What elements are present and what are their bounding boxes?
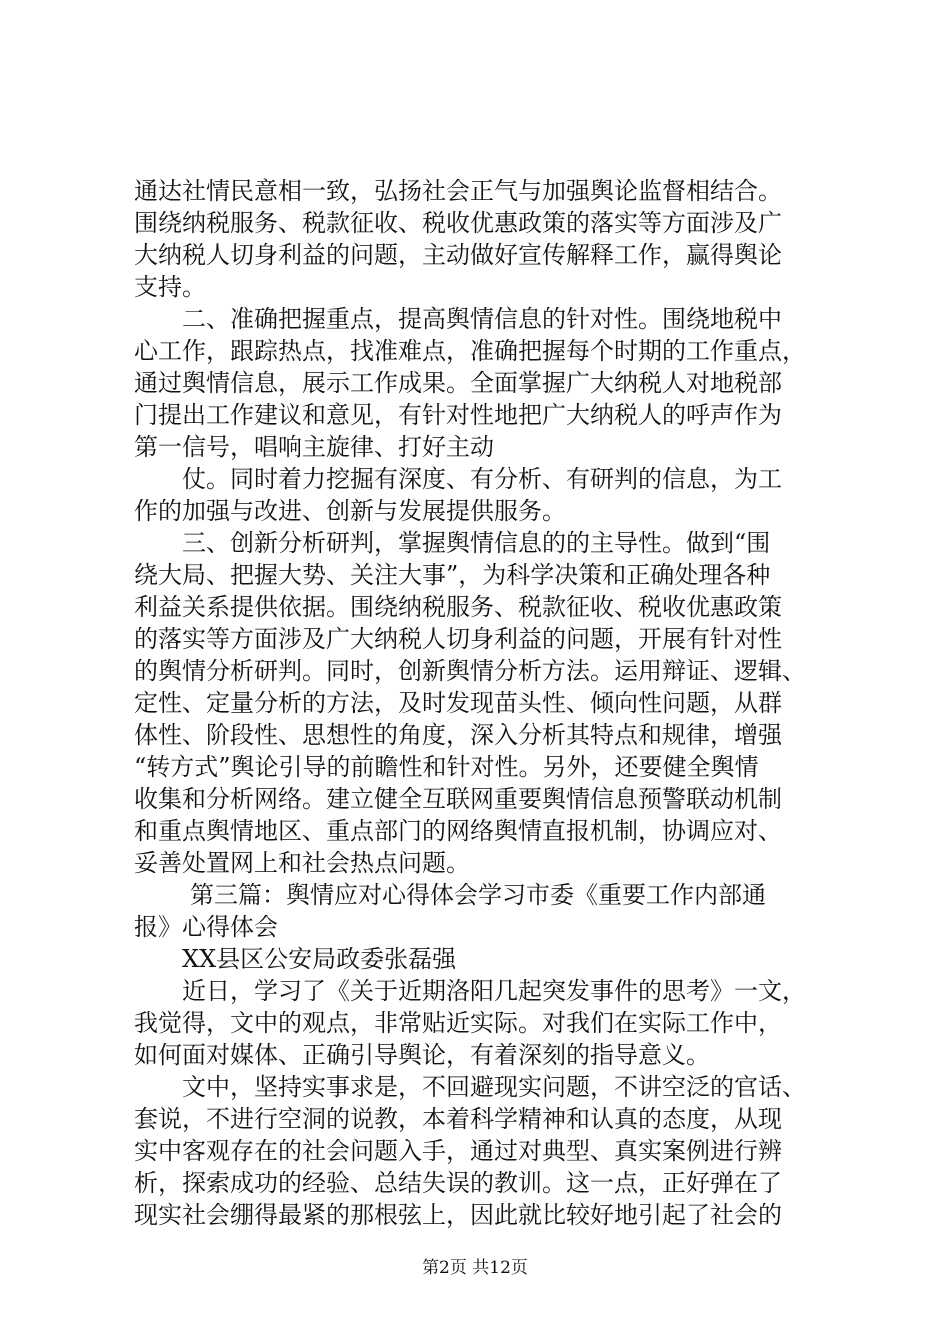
text-line: 支持。 xyxy=(134,273,206,301)
text-line: 作的加强与改进、创新与发展提供服务。 xyxy=(134,497,566,525)
text-line: 析，探索成功的经验、总结失误的教训。这一点，正好弹在了 xyxy=(134,1169,782,1197)
text-line: 心工作，跟踪热点，找准难点，准确把握每个时期的工作重点， xyxy=(134,337,806,365)
text-line: 三、创新分析研判，掌握舆情信息的的主导性。做到“围 xyxy=(182,529,771,557)
text-line: 利益关系提供依据。围绕纳税服务、税款征收、税收优惠政策 xyxy=(134,593,782,621)
text-line: 套说，不进行空洞的说教，本着科学精神和认真的态度，从现 xyxy=(134,1105,782,1133)
text-line: 围绕纳税服务、税款征收、税收优惠政策的落实等方面涉及广 xyxy=(134,209,782,237)
text-line: 仗。同时着力挖掘有深度、有分析、有研判的信息，为工 xyxy=(182,465,782,493)
text-line: 收集和分析网络。建立健全互联网重要舆情信息预警联动机制 xyxy=(134,785,782,813)
text-line: 大纳税人切身利益的问题，主动做好宣传解释工作，赢得舆论 xyxy=(134,241,782,269)
section-heading: 第三篇：舆情应对心得体会学习市委《重要工作内部通 xyxy=(190,881,766,909)
text-line: 通达社情民意相一致，弘扬社会正气与加强舆论监督相结合。 xyxy=(134,177,782,205)
text-line: “转方式”舆论引导的前瞻性和针对性。另外，还要健全舆情 xyxy=(134,753,759,781)
text-line: 和重点舆情地区、重点部门的网络舆情直报机制，协调应对、 xyxy=(134,817,782,845)
text-line: 体性、阶段性、思想性的角度，深入分析其特点和规律，增强 xyxy=(134,721,782,749)
text-line: 的舆情分析研判。同时，创新舆情分析方法。运用辩证、逻辑、 xyxy=(134,657,806,685)
text-line: 的落实等方面涉及广大纳税人切身利益的问题，开展有针对性 xyxy=(134,625,782,653)
text-line: 近日，学习了《关于近期洛阳几起突发事件的思考》一文， xyxy=(182,977,806,1005)
text-line: 文中，坚持实事求是，不回避现实问题，不讲空泛的官话、 xyxy=(182,1073,806,1101)
page-number-footer: 第2页 共12页 xyxy=(422,1258,528,1278)
section-heading: 报》心得体会 xyxy=(134,913,278,941)
text-line: 实中客观存在的社会问题入手，通过对典型、真实案例进行辨 xyxy=(134,1137,782,1165)
text-line: 第一信号，唱响主旋律、打好主动 xyxy=(134,433,494,461)
text-line: 通过舆情信息，展示工作成果。全面掌握广大纳税人对地税部 xyxy=(134,369,782,397)
text-line: 门提出工作建议和意见，有针对性地把广大纳税人的呼声作为 xyxy=(134,401,782,429)
author-line: XX县区公安局政委张磊强 xyxy=(182,945,457,973)
text-line: 如何面对媒体、正确引导舆论，有着深刻的指导意义。 xyxy=(134,1041,710,1069)
text-line: 妥善处置网上和社会热点问题。 xyxy=(134,849,470,877)
text-line: 定性、定量分析的方法，及时发现苗头性、倾向性问题，从群 xyxy=(134,689,782,717)
text-line: 我觉得，文中的观点，非常贴近实际。对我们在实际工作中， xyxy=(134,1009,782,1037)
text-line: 现实社会绷得最紧的那根弦上，因此就比较好地引起了社会的 xyxy=(134,1201,782,1229)
text-line: 二、准确把握重点，提高舆情信息的针对性。围绕地税中 xyxy=(182,305,782,333)
text-line: 绕大局、把握大势、关注大事”，为科学决策和正确处理各种 xyxy=(134,561,771,589)
